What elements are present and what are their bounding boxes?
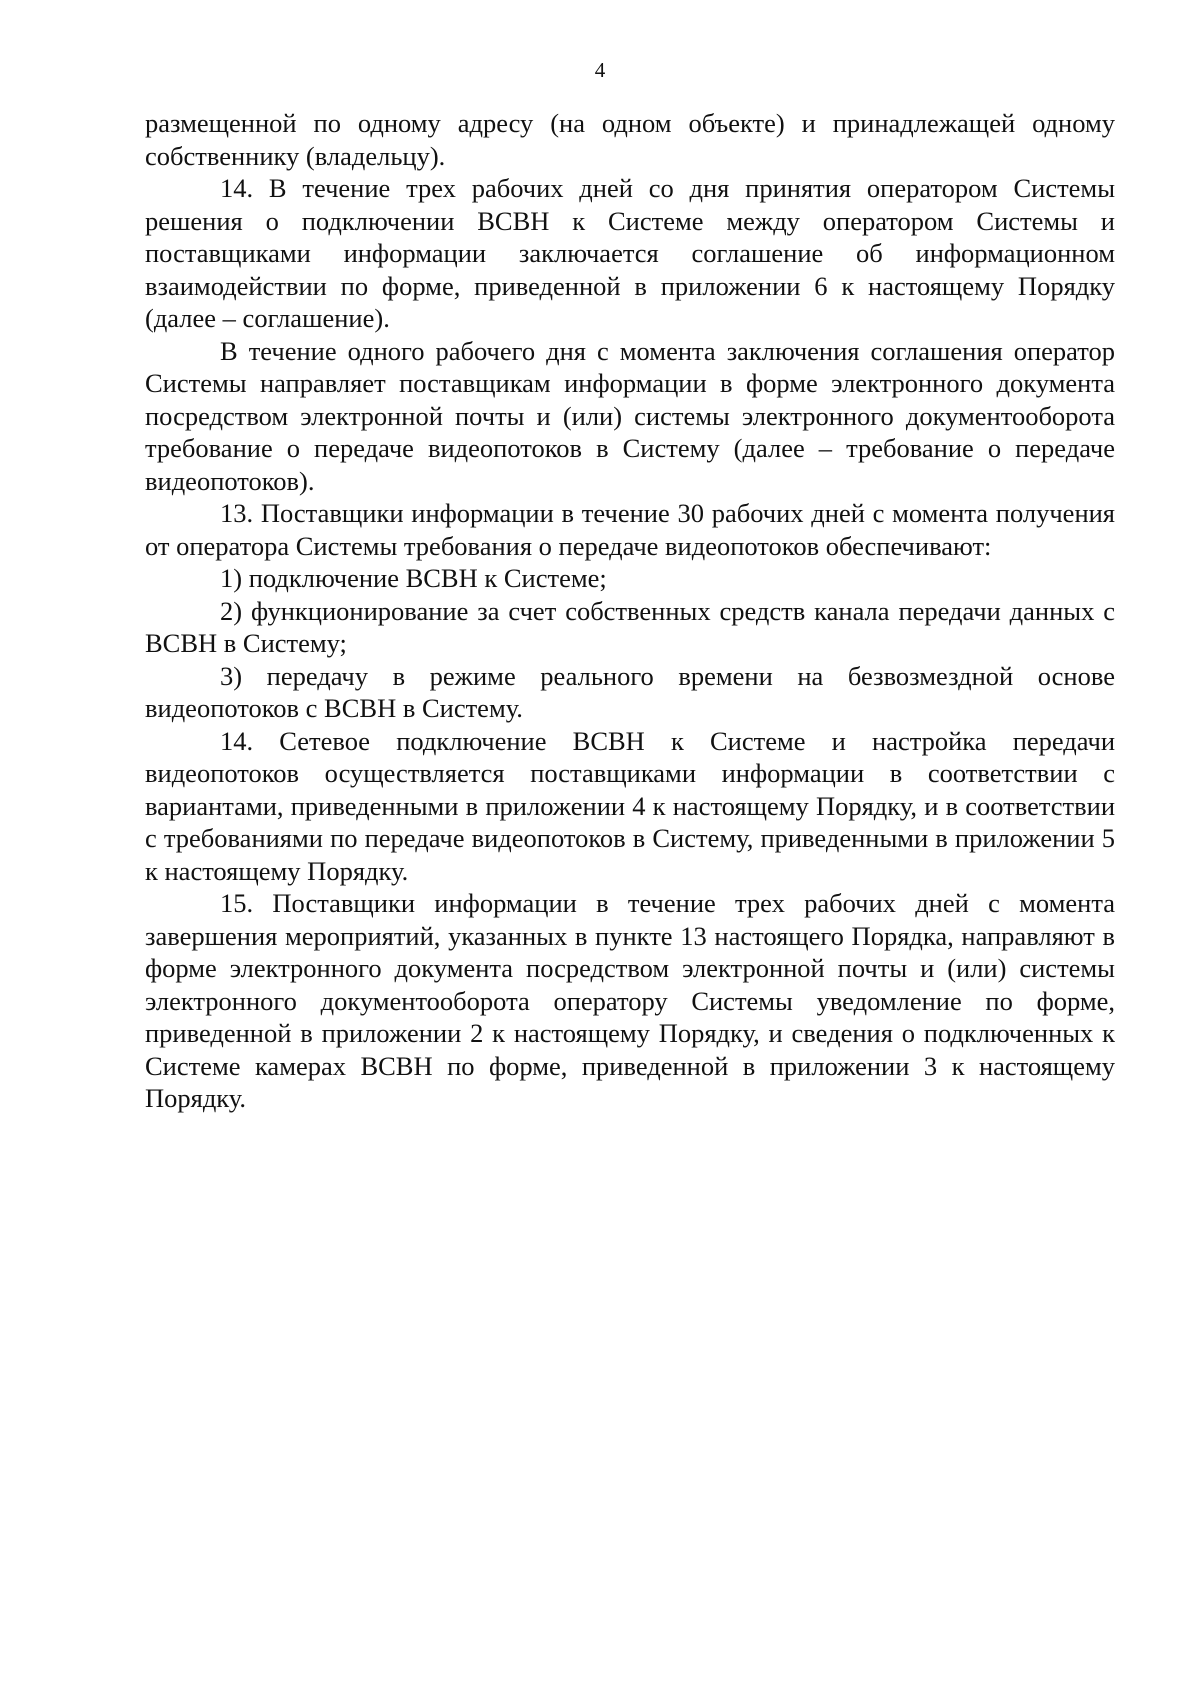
paragraph-item-14-network: 14. Сетевое подключение ВСВН к Системе и настройка передачи видеопотоков осуществляется поставщиками информации в соответствии с вариантами, приведенными в приложении 4 к настоящему Порядку, и в соответствии с требованиями по передаче видеопотоков в Систему, приведенными в приложении 5 к настоящему Порядку. bbox=[145, 725, 1115, 886]
document-body bbox=[145, 107, 1115, 1115]
paragraph-item-13-obligations: 13. Поставщики информации в течение 30 рабочих дней с момента получения от оператора Системы требования о передаче видеопотоков обеспечивают: bbox=[145, 498, 1115, 561]
paragraph-item-14-agreement: 14. В течение трех рабочих дней со дня принятия оператором Системы решения о подключении ВСВН к Системе между оператором Системы и поставщиками информации заключается соглашение об информационном взаимодействии по форме, приведенной в приложении 6 к настоящему Порядку (далее – соглашение). bbox=[145, 173, 1115, 333]
list-item-1: 1) подключение ВСВН к Системе; bbox=[220, 563, 607, 593]
paragraph-continuation: размещенной по одному адресу (на одном объекте) и принадлежащей одному собственнику (владельцу). bbox=[145, 108, 1115, 171]
paragraph-item-15-notification: 15. Поставщики информации в течение трех рабочих дней с момента завершения мероприятий, указанных в пункте 13 настоящего Порядка, направляют в форме электронного документа посредством электронной почты и (или) системы электронного документооборота оператору Системы уведомление по форме, приведенной в приложении 2 к настоящему Порядку, и сведения о подключенных к Системе камерах ВСВН по форме, приведенной в приложении 3 к настоящему Порядку. bbox=[145, 888, 1115, 1113]
paragraph-requirement-sending: В течение одного рабочего дня с момента заключения соглашения оператор Системы направляет поставщикам информации в форме электронного документа посредством электронной почты и (или) системы электронного документооборота требование о передаче видеопотоков в Систему (далее – требование о передаче видеопотоков). bbox=[145, 335, 1115, 496]
page-number: 4 bbox=[594, 58, 606, 82]
list-item-2: 2) функционирование за счет собственных средств канала передачи данных с ВСВН в Систему; bbox=[145, 595, 1115, 658]
list-item-3: 3) передачу в режиме реального времени на безвозмездной основе видеопотоков с ВСВН в Систему. bbox=[145, 660, 1115, 723]
